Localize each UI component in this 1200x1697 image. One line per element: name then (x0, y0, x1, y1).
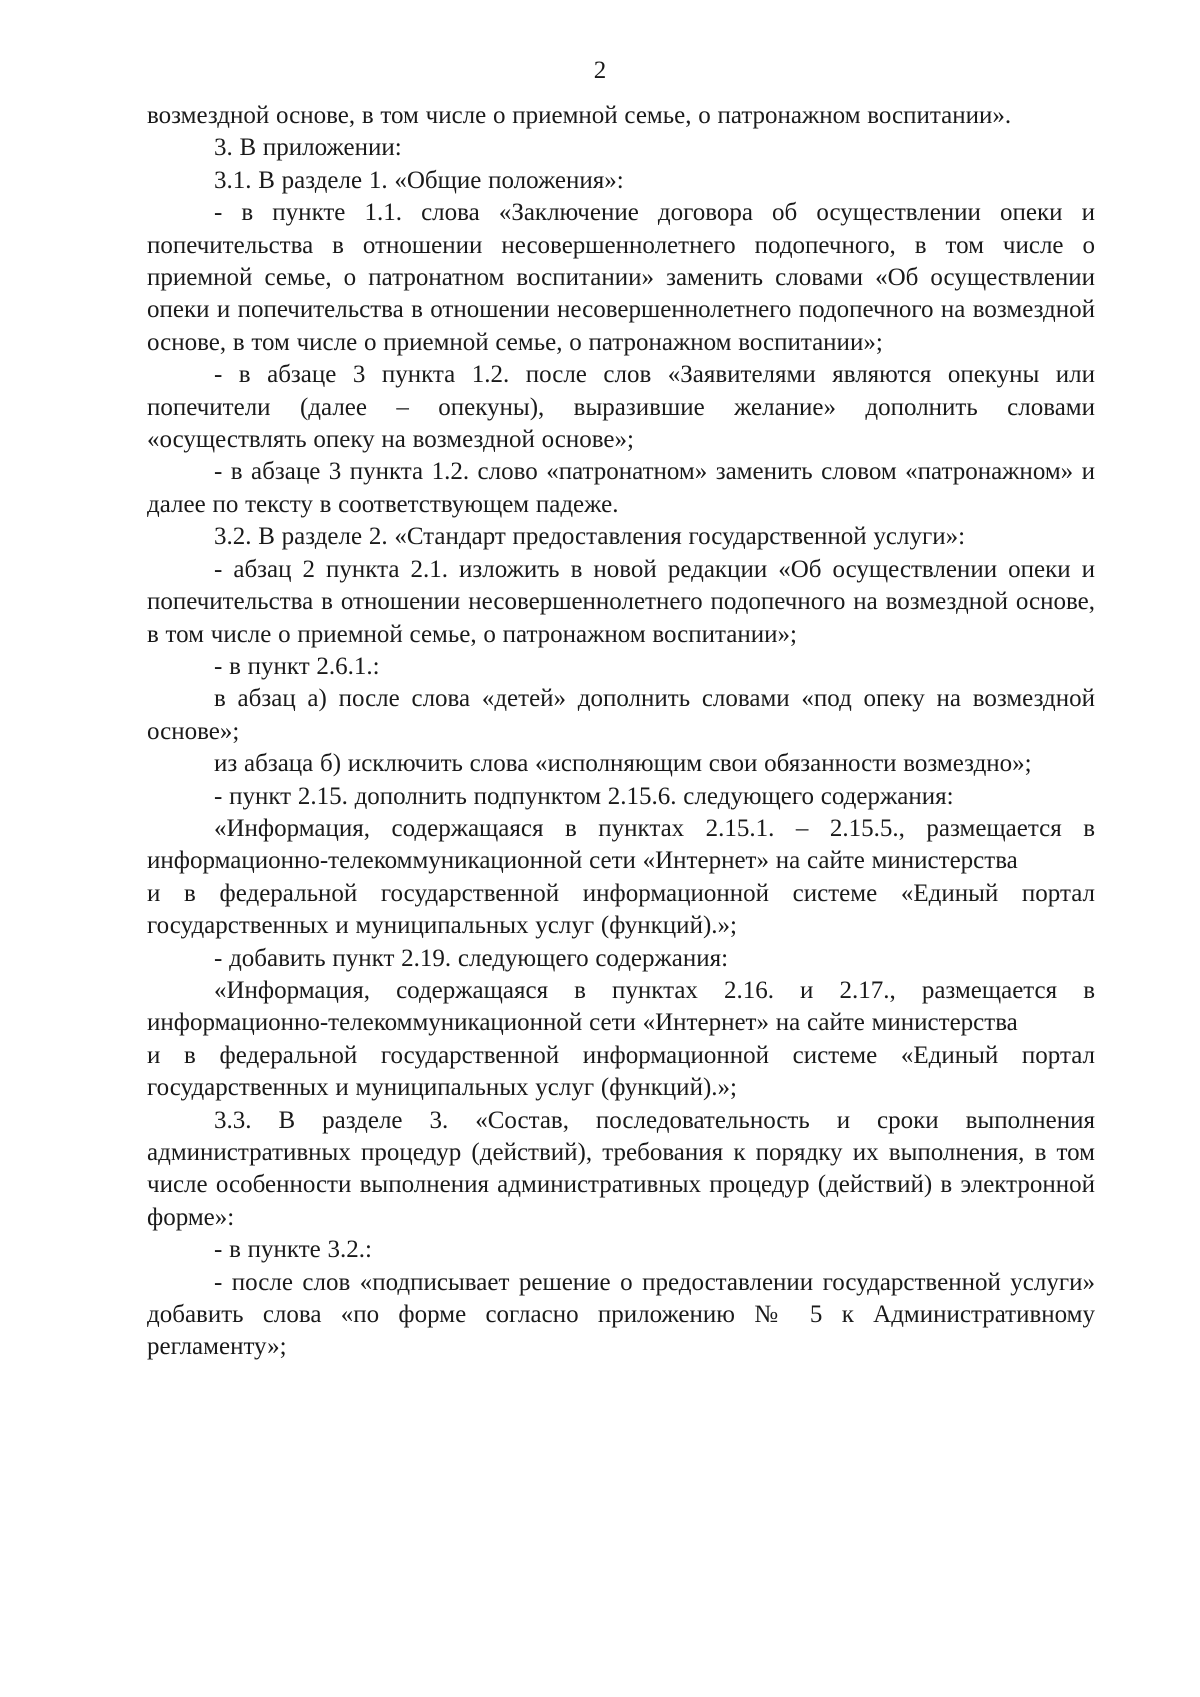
paragraph-11: из абзаца б) исключить слова «исполняющим свои обязанности возмездно»; (214, 750, 1032, 778)
paragraph-19: - в пункте 3.2.: (214, 1236, 372, 1264)
paragraph-9: - в пункт 2.6.1.: (214, 652, 380, 680)
paragraph-3: 3.1. В разделе 1. «Общие положения»: (214, 166, 624, 194)
paragraph-2: 3. В приложении: (214, 134, 402, 162)
paragraph-4: - в пункте 1.1. слова «Заключение договора об осуществлении опеки и попечительства в отношении несовершеннолетнего подопечного, в том числе о приемной семье, о патронатном воспитании» заменить словами «Об осуществлении опеки и попечительства в отношении несовершеннолетнего подопечного на возмездной основе, в том числе о приемной семье, о патронажном воспитании»; (147, 199, 1095, 356)
paragraph-6: - в абзаце 3 пункта 1.2. слово «патронатном» заменить словом «патронажном» и далее по тексту в соответствующем падеже. (147, 458, 1095, 518)
paragraph-1: возмездной основе, в том числе о приемной семье, о патронажном воспитании». (147, 102, 1012, 129)
paragraph-13: «Информация, содержащаяся в пунктах 2.15.1. – 2.15.5., размещается в информационно-телекоммуникационной сети «Интернет» на сайте министерства (147, 814, 1095, 875)
document-body (147, 100, 1095, 1364)
paragraph-17: и в федеральной государственной информационной системе «Единый портал государственных и муниципальных услуг (функций).»; (147, 1041, 1095, 1102)
paragraph-5: - в абзаце 3 пункта 1.2. после слов «Заявителями являются опекуны или попечители (далее – опекуны), выразившие желание» дополнить словами «осуществлять опеку на возмездной основе»; (147, 361, 1095, 454)
paragraph-12: - пункт 2.15. дополнить подпунктом 2.15.6. следующего содержания: (214, 782, 954, 810)
paragraph-7: 3.2. В разделе 2. «Стандарт предоставления государственной услуги»: (214, 523, 966, 551)
paragraph-15: - добавить пункт 2.19. следующего содержания: (214, 944, 729, 972)
paragraph-16: «Информация, содержащаяся в пунктах 2.16. и 2.17., размещается в информационно-телекоммуникационной сети «Интернет» на сайте министерства (147, 976, 1095, 1037)
paragraph-18: 3.3. В разделе 3. «Состав, последовательность и сроки выполнения административных процедур (действий), требования к порядку их выполнения, в том числе особенности выполнения административных процедур (действий) в электронной форме»: (147, 1106, 1095, 1231)
paragraph-10: в абзац а) после слова «детей» дополнить словами «под опеку на возмездной основе»; (147, 685, 1095, 745)
paragraph-8: - абзац 2 пункта 2.1. изложить в новой редакции «Об осуществлении опеки и попечительства в отношении несовершеннолетнего подопечного на возмездной основе, в том числе о приемной семье, о патронажном воспитании»; (147, 555, 1095, 648)
paragraph-14: и в федеральной государственной информационной системе «Единый портал государственных и муниципальных услуг (функций).»; (147, 879, 1095, 940)
page-number: 2 (593, 57, 607, 84)
paragraph-20: - после слов «подписывает решение о предоставлении государственной услуги» добавить слова «по форме согласно приложению № 5 к Административному регламенту»; (147, 1268, 1095, 1361)
